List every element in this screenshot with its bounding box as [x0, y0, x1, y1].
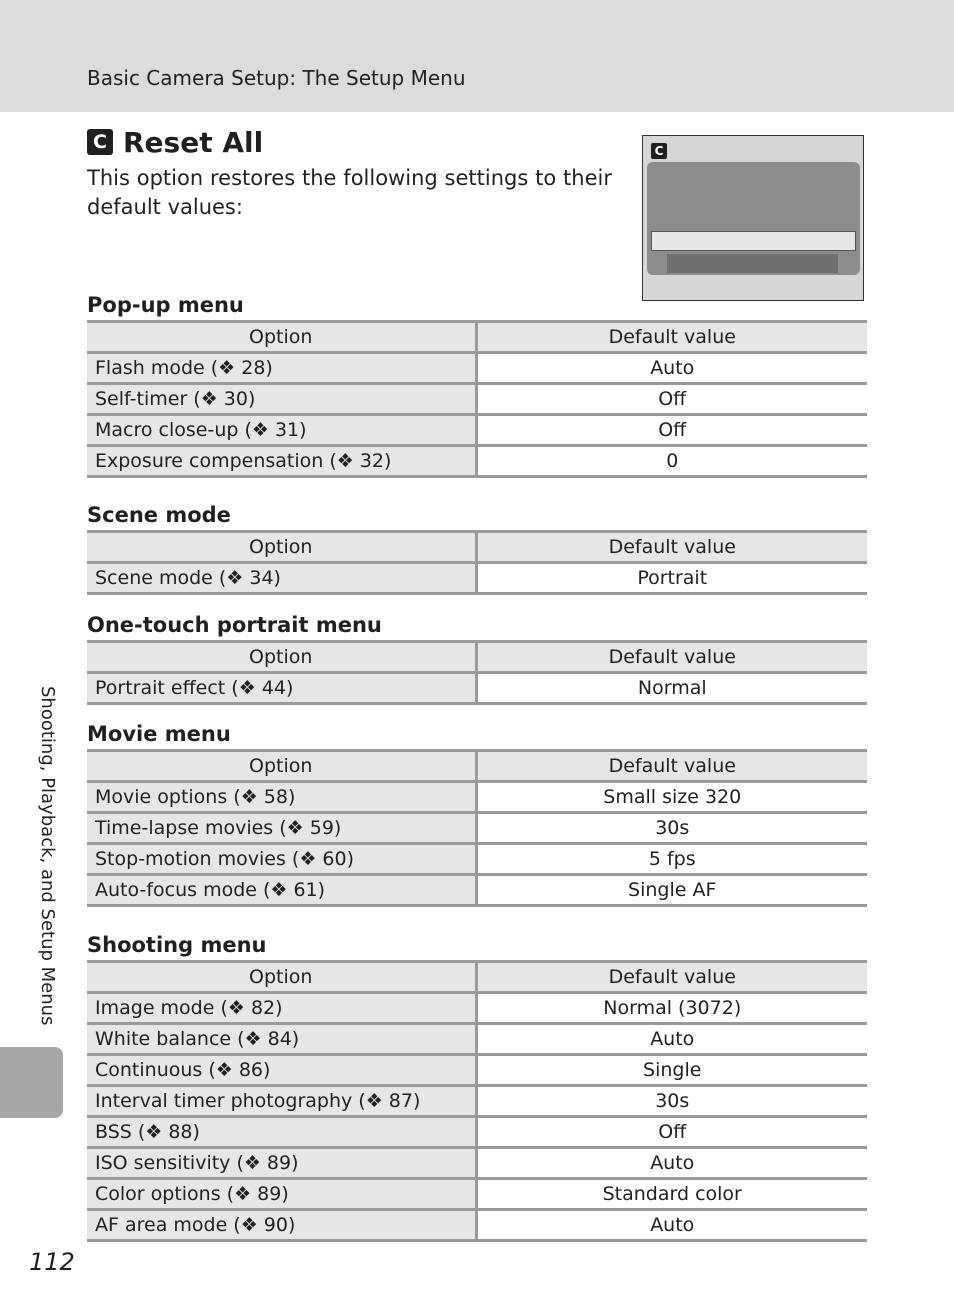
default-value-cell: Auto	[476, 353, 867, 384]
table-row	[87, 1055, 867, 1086]
option-cell: White balance (❖ 84)	[87, 1024, 476, 1055]
column-header-option: Option	[87, 642, 476, 673]
thumbnail-setup-icon: C	[651, 143, 667, 159]
option-cell: Exposure compensation (❖ 32)	[87, 446, 476, 477]
table-row	[87, 1024, 867, 1055]
table-row	[87, 875, 867, 906]
table-row	[87, 353, 867, 384]
option-cell: Time-lapse movies (❖ 59)	[87, 813, 476, 844]
settings-section	[87, 719, 867, 907]
option-cell: Self-timer (❖ 30)	[87, 384, 476, 415]
option-cell: BSS (❖ 88)	[87, 1117, 476, 1148]
header-title: Basic Camera Setup: The Setup Menu	[87, 66, 466, 90]
table-row	[87, 1117, 867, 1148]
section-heading: Pop-up menu	[87, 293, 244, 317]
table-row	[87, 563, 867, 594]
column-header-default-value: Default value	[476, 962, 867, 993]
thumbnail-selection-bar	[651, 231, 856, 251]
option-cell: Continuous (❖ 86)	[87, 1055, 476, 1086]
table-row	[87, 1086, 867, 1117]
default-value-cell: Off	[476, 415, 867, 446]
settings-section	[87, 930, 867, 1242]
table-row	[87, 993, 867, 1024]
option-cell: Interval timer photography (❖ 87)	[87, 1086, 476, 1117]
table-header-row	[87, 322, 867, 353]
defaults-table	[87, 749, 867, 907]
defaults-table	[87, 960, 867, 1242]
option-cell: Movie options (❖ 58)	[87, 782, 476, 813]
table-row	[87, 1210, 867, 1241]
table-row	[87, 1148, 867, 1179]
camera-screen-thumbnail	[642, 135, 864, 301]
settings-section	[87, 290, 867, 478]
table-row	[87, 1179, 867, 1210]
settings-section	[87, 610, 867, 705]
side-tab-marker	[0, 1047, 63, 1118]
default-value-cell: Single AF	[476, 875, 867, 906]
default-value-cell: 30s	[476, 813, 867, 844]
table-header-row	[87, 751, 867, 782]
page-title-text: Reset All	[123, 125, 264, 159]
column-header-option: Option	[87, 751, 476, 782]
table-row	[87, 384, 867, 415]
table-row	[87, 415, 867, 446]
table-header-row	[87, 962, 867, 993]
defaults-table	[87, 640, 867, 705]
settings-section	[87, 500, 867, 595]
section-heading: One-touch portrait menu	[87, 613, 382, 637]
option-cell: Scene mode (❖ 34)	[87, 563, 476, 594]
option-cell: Image mode (❖ 82)	[87, 993, 476, 1024]
option-cell: Flash mode (❖ 28)	[87, 353, 476, 384]
table-row	[87, 844, 867, 875]
option-cell: Macro close-up (❖ 31)	[87, 415, 476, 446]
thumbnail-bottom-bar	[667, 254, 838, 273]
table-row	[87, 446, 867, 477]
option-cell: Portrait effect (❖ 44)	[87, 673, 476, 704]
table-header-row	[87, 532, 867, 563]
default-value-cell: Auto	[476, 1210, 867, 1241]
table-row	[87, 673, 867, 704]
section-heading: Shooting menu	[87, 933, 267, 957]
default-value-cell: Auto	[476, 1024, 867, 1055]
default-value-cell: 30s	[476, 1086, 867, 1117]
column-header-option: Option	[87, 532, 476, 563]
intro-paragraph: This option restores the following settings to their default values:	[87, 166, 612, 219]
default-value-cell: Standard color	[476, 1179, 867, 1210]
page-title	[87, 122, 263, 162]
table-row	[87, 813, 867, 844]
option-cell: Auto-focus mode (❖ 61)	[87, 875, 476, 906]
column-header-default-value: Default value	[476, 642, 867, 673]
defaults-table	[87, 320, 867, 478]
default-value-cell: 5 fps	[476, 844, 867, 875]
default-value-cell: Single	[476, 1055, 867, 1086]
option-cell: ISO sensitivity (❖ 89)	[87, 1148, 476, 1179]
default-value-cell: Auto	[476, 1148, 867, 1179]
default-value-cell: Off	[476, 384, 867, 415]
table-header-row	[87, 642, 867, 673]
section-heading: Movie menu	[87, 722, 231, 746]
thumbnail-dialog-panel	[647, 162, 860, 275]
column-header-default-value: Default value	[476, 751, 867, 782]
page-number: 112	[29, 1248, 75, 1276]
section-heading: Scene mode	[87, 503, 231, 527]
option-cell: Stop-motion movies (❖ 60)	[87, 844, 476, 875]
table-row	[87, 782, 867, 813]
default-value-cell: Portrait	[476, 563, 867, 594]
option-cell: AF area mode (❖ 90)	[87, 1210, 476, 1241]
column-header-default-value: Default value	[476, 532, 867, 563]
default-value-cell: 0	[476, 446, 867, 477]
page-header-band	[0, 0, 954, 112]
setup-menu-icon: C	[87, 129, 113, 155]
default-value-cell: Off	[476, 1117, 867, 1148]
side-tab-label: Shooting, Playback, and Setup Menus	[37, 686, 58, 1026]
default-value-cell: Normal (3072)	[476, 993, 867, 1024]
column-header-option: Option	[87, 962, 476, 993]
defaults-table	[87, 530, 867, 595]
option-cell: Color options (❖ 89)	[87, 1179, 476, 1210]
default-value-cell: Small size 320	[476, 782, 867, 813]
default-value-cell: Normal	[476, 673, 867, 704]
column-header-option: Option	[87, 322, 476, 353]
column-header-default-value: Default value	[476, 322, 867, 353]
